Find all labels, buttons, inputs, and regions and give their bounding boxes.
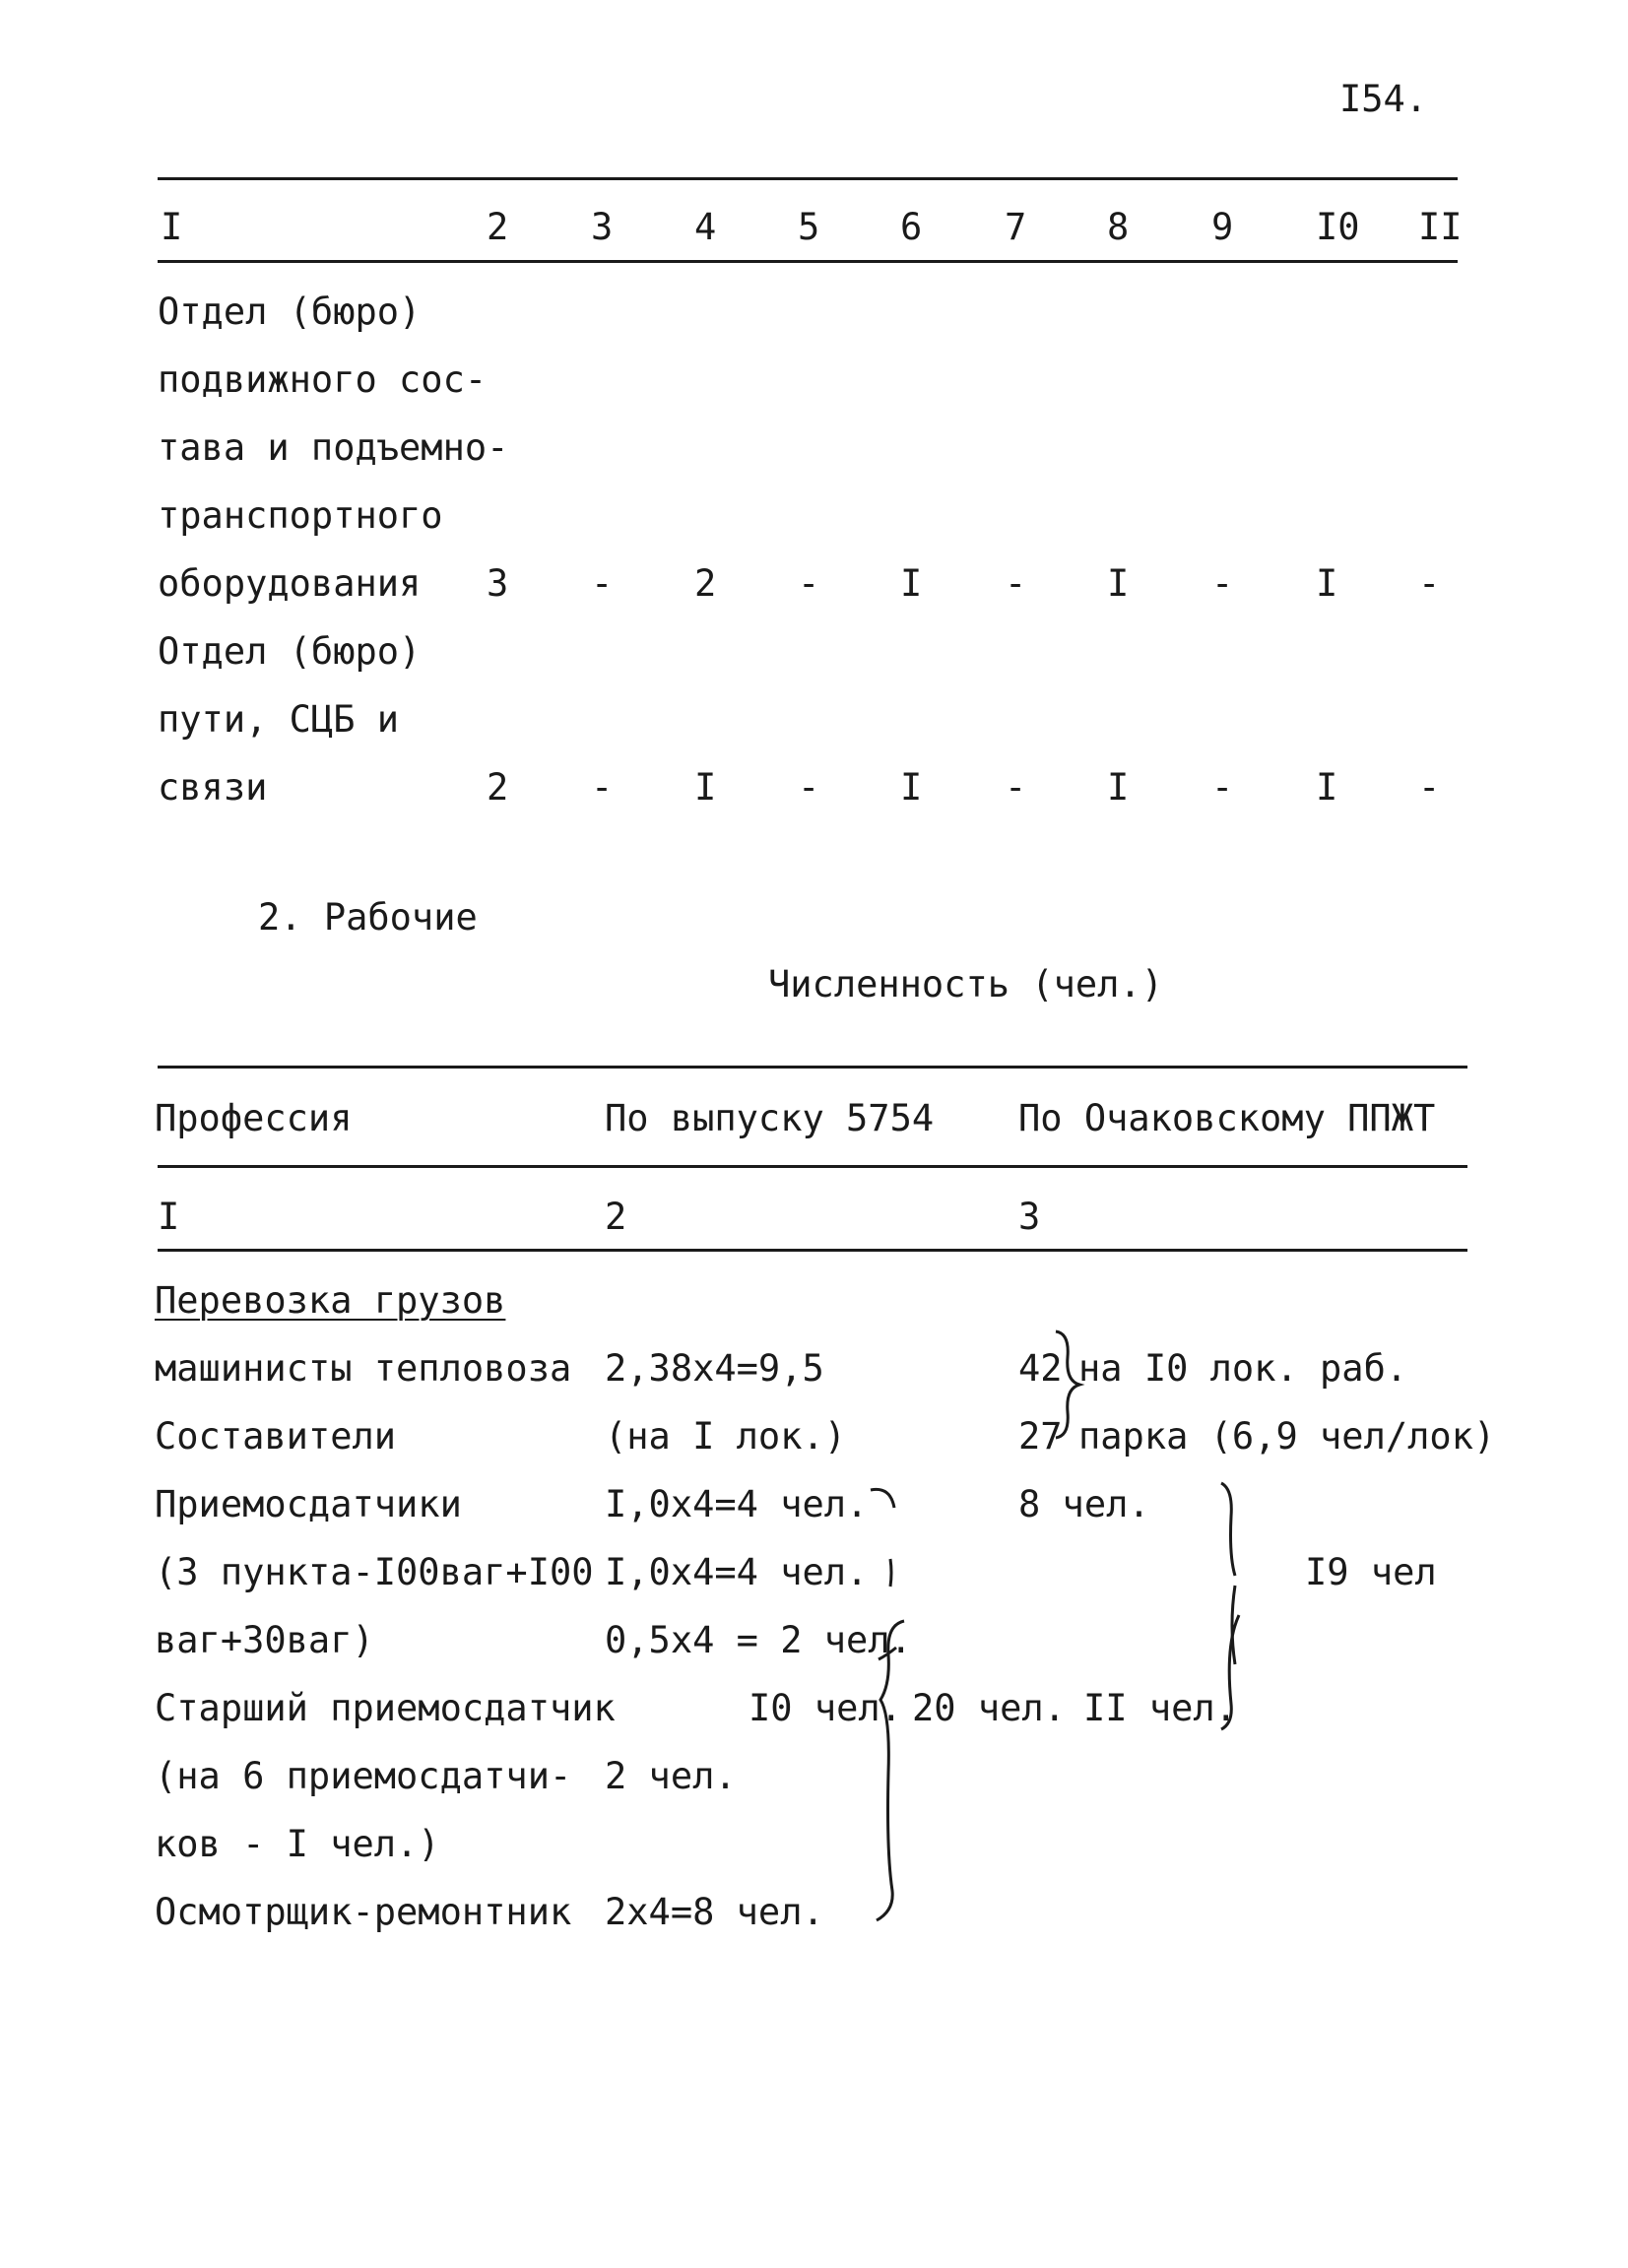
table2-col-number: 3 <box>1018 1196 1041 1238</box>
profession-cell: Составители <box>155 1415 397 1458</box>
release-cell: (на I лок.) <box>605 1415 847 1458</box>
cell-value: 2 <box>487 766 509 809</box>
table1-col-number: 5 <box>798 206 820 248</box>
table1-header-rule <box>158 260 1458 263</box>
locomotive-brace <box>1050 1328 1089 1442</box>
table1-col-number: 2 <box>487 206 509 248</box>
row-label-line: Отдел (бюро) <box>158 630 422 673</box>
release-subtotal: I0 чел. <box>749 1687 902 1729</box>
table1-col-number: 3 <box>591 206 614 248</box>
row-label-line: пути, СЦБ и <box>158 698 400 741</box>
row-label-line: оборудования <box>158 562 422 605</box>
table2-col-number: 2 <box>605 1196 627 1238</box>
cell-value: 2 <box>694 562 717 605</box>
cell-value: I <box>900 562 923 605</box>
row-label-line: транспортного <box>158 494 443 537</box>
cell-value: - <box>1005 562 1027 605</box>
row-label-line: связи <box>158 766 268 809</box>
header-release: По выпуску 5754 <box>605 1097 935 1139</box>
group-title: Перевозка грузов <box>155 1279 506 1322</box>
table1-col-number: 9 <box>1211 206 1234 248</box>
release-cell: I,0x4=4 чел. <box>605 1551 869 1593</box>
cell-value: - <box>798 766 820 809</box>
profession-cell: машинисты тепловоза <box>155 1347 572 1390</box>
profession-cell: Осмотрщик-ремонтник <box>155 1891 572 1933</box>
cell-value: 3 <box>487 562 509 605</box>
cell-value: I <box>1316 562 1338 605</box>
profession-cell: (на 6 приемосдатчи- <box>155 1755 572 1797</box>
profession-cell: Старший приемосдатчик <box>155 1687 616 1729</box>
cell-value: I <box>900 766 923 809</box>
header-profession: Профессия <box>155 1097 353 1139</box>
cell-value: I <box>1107 562 1130 605</box>
cell-value: - <box>1211 562 1234 605</box>
row-label-line: подвижного сос- <box>158 358 488 401</box>
ochakovo-cell: 27 <box>1018 1415 1063 1458</box>
cell-value: - <box>1418 766 1441 809</box>
table1-col-number: II <box>1418 206 1463 248</box>
release-cell: 2,38x4=9,5 <box>605 1347 824 1390</box>
header-ochakovo: По Очаковскому ППЖТ <box>1018 1097 1436 1139</box>
table1-col-number: I0 <box>1316 206 1360 248</box>
release-cell: 2x4=8 чел. <box>605 1891 824 1933</box>
profession-cell: ваг+30ваг) <box>155 1619 374 1661</box>
cell-value: - <box>1418 562 1441 605</box>
cell-value: - <box>591 766 614 809</box>
table2-col-number: I <box>158 1196 180 1238</box>
receivers-total-ochakovo: I9 чел <box>1305 1551 1437 1593</box>
cell-value: - <box>1211 766 1234 809</box>
table1-col-number: 7 <box>1005 206 1027 248</box>
section-heading: 2. Рабочие <box>258 896 478 939</box>
profession-cell: Приемосдатчики <box>155 1483 462 1525</box>
release-total-brace <box>875 1615 914 1930</box>
locomotive-note-line1: на I0 лок. раб. <box>1078 1347 1408 1390</box>
release-cell: 2 чел. <box>605 1755 737 1797</box>
senior-ochakovo: II чел. <box>1083 1687 1237 1729</box>
ochakovo-cell: 8 чел. <box>1018 1483 1150 1525</box>
table2-number-rule <box>158 1249 1467 1252</box>
table2-top-rule <box>158 1066 1467 1069</box>
page-number: I54. <box>1339 78 1428 120</box>
ochakovo-receivers-brace <box>1215 1477 1274 1733</box>
cell-value: - <box>591 562 614 605</box>
row-label-line: Отдел (бюро) <box>158 291 422 333</box>
cell-value: I <box>694 766 717 809</box>
table1-col-number: I <box>161 206 183 248</box>
cell-value: I <box>1107 766 1130 809</box>
cell-value: - <box>798 562 820 605</box>
release-cell: 0,5x4 = 2 чел. <box>605 1619 912 1661</box>
row-label-line: тава и подъемно- <box>158 426 509 469</box>
profession-cell: ков - I чел.) <box>155 1823 440 1865</box>
cell-value: I <box>1316 766 1338 809</box>
release-cell: I,0x4=4 чел. <box>605 1483 869 1525</box>
locomotive-note-line2: парка (6,9 чел/лок) <box>1078 1415 1496 1458</box>
cell-value: - <box>1005 766 1027 809</box>
total-release: 20 чел. <box>912 1687 1066 1729</box>
table1-col-number: 6 <box>900 206 923 248</box>
table1-col-number: 4 <box>694 206 717 248</box>
table1-top-rule <box>158 177 1458 180</box>
table2-header-rule <box>158 1165 1467 1168</box>
table1-col-number: 8 <box>1107 206 1130 248</box>
profession-cell: (3 пункта-I00ваг+I00 <box>155 1551 594 1593</box>
ochakovo-cell: 42 <box>1018 1347 1063 1390</box>
section-subheading: Численность (чел.) <box>768 963 1163 1005</box>
